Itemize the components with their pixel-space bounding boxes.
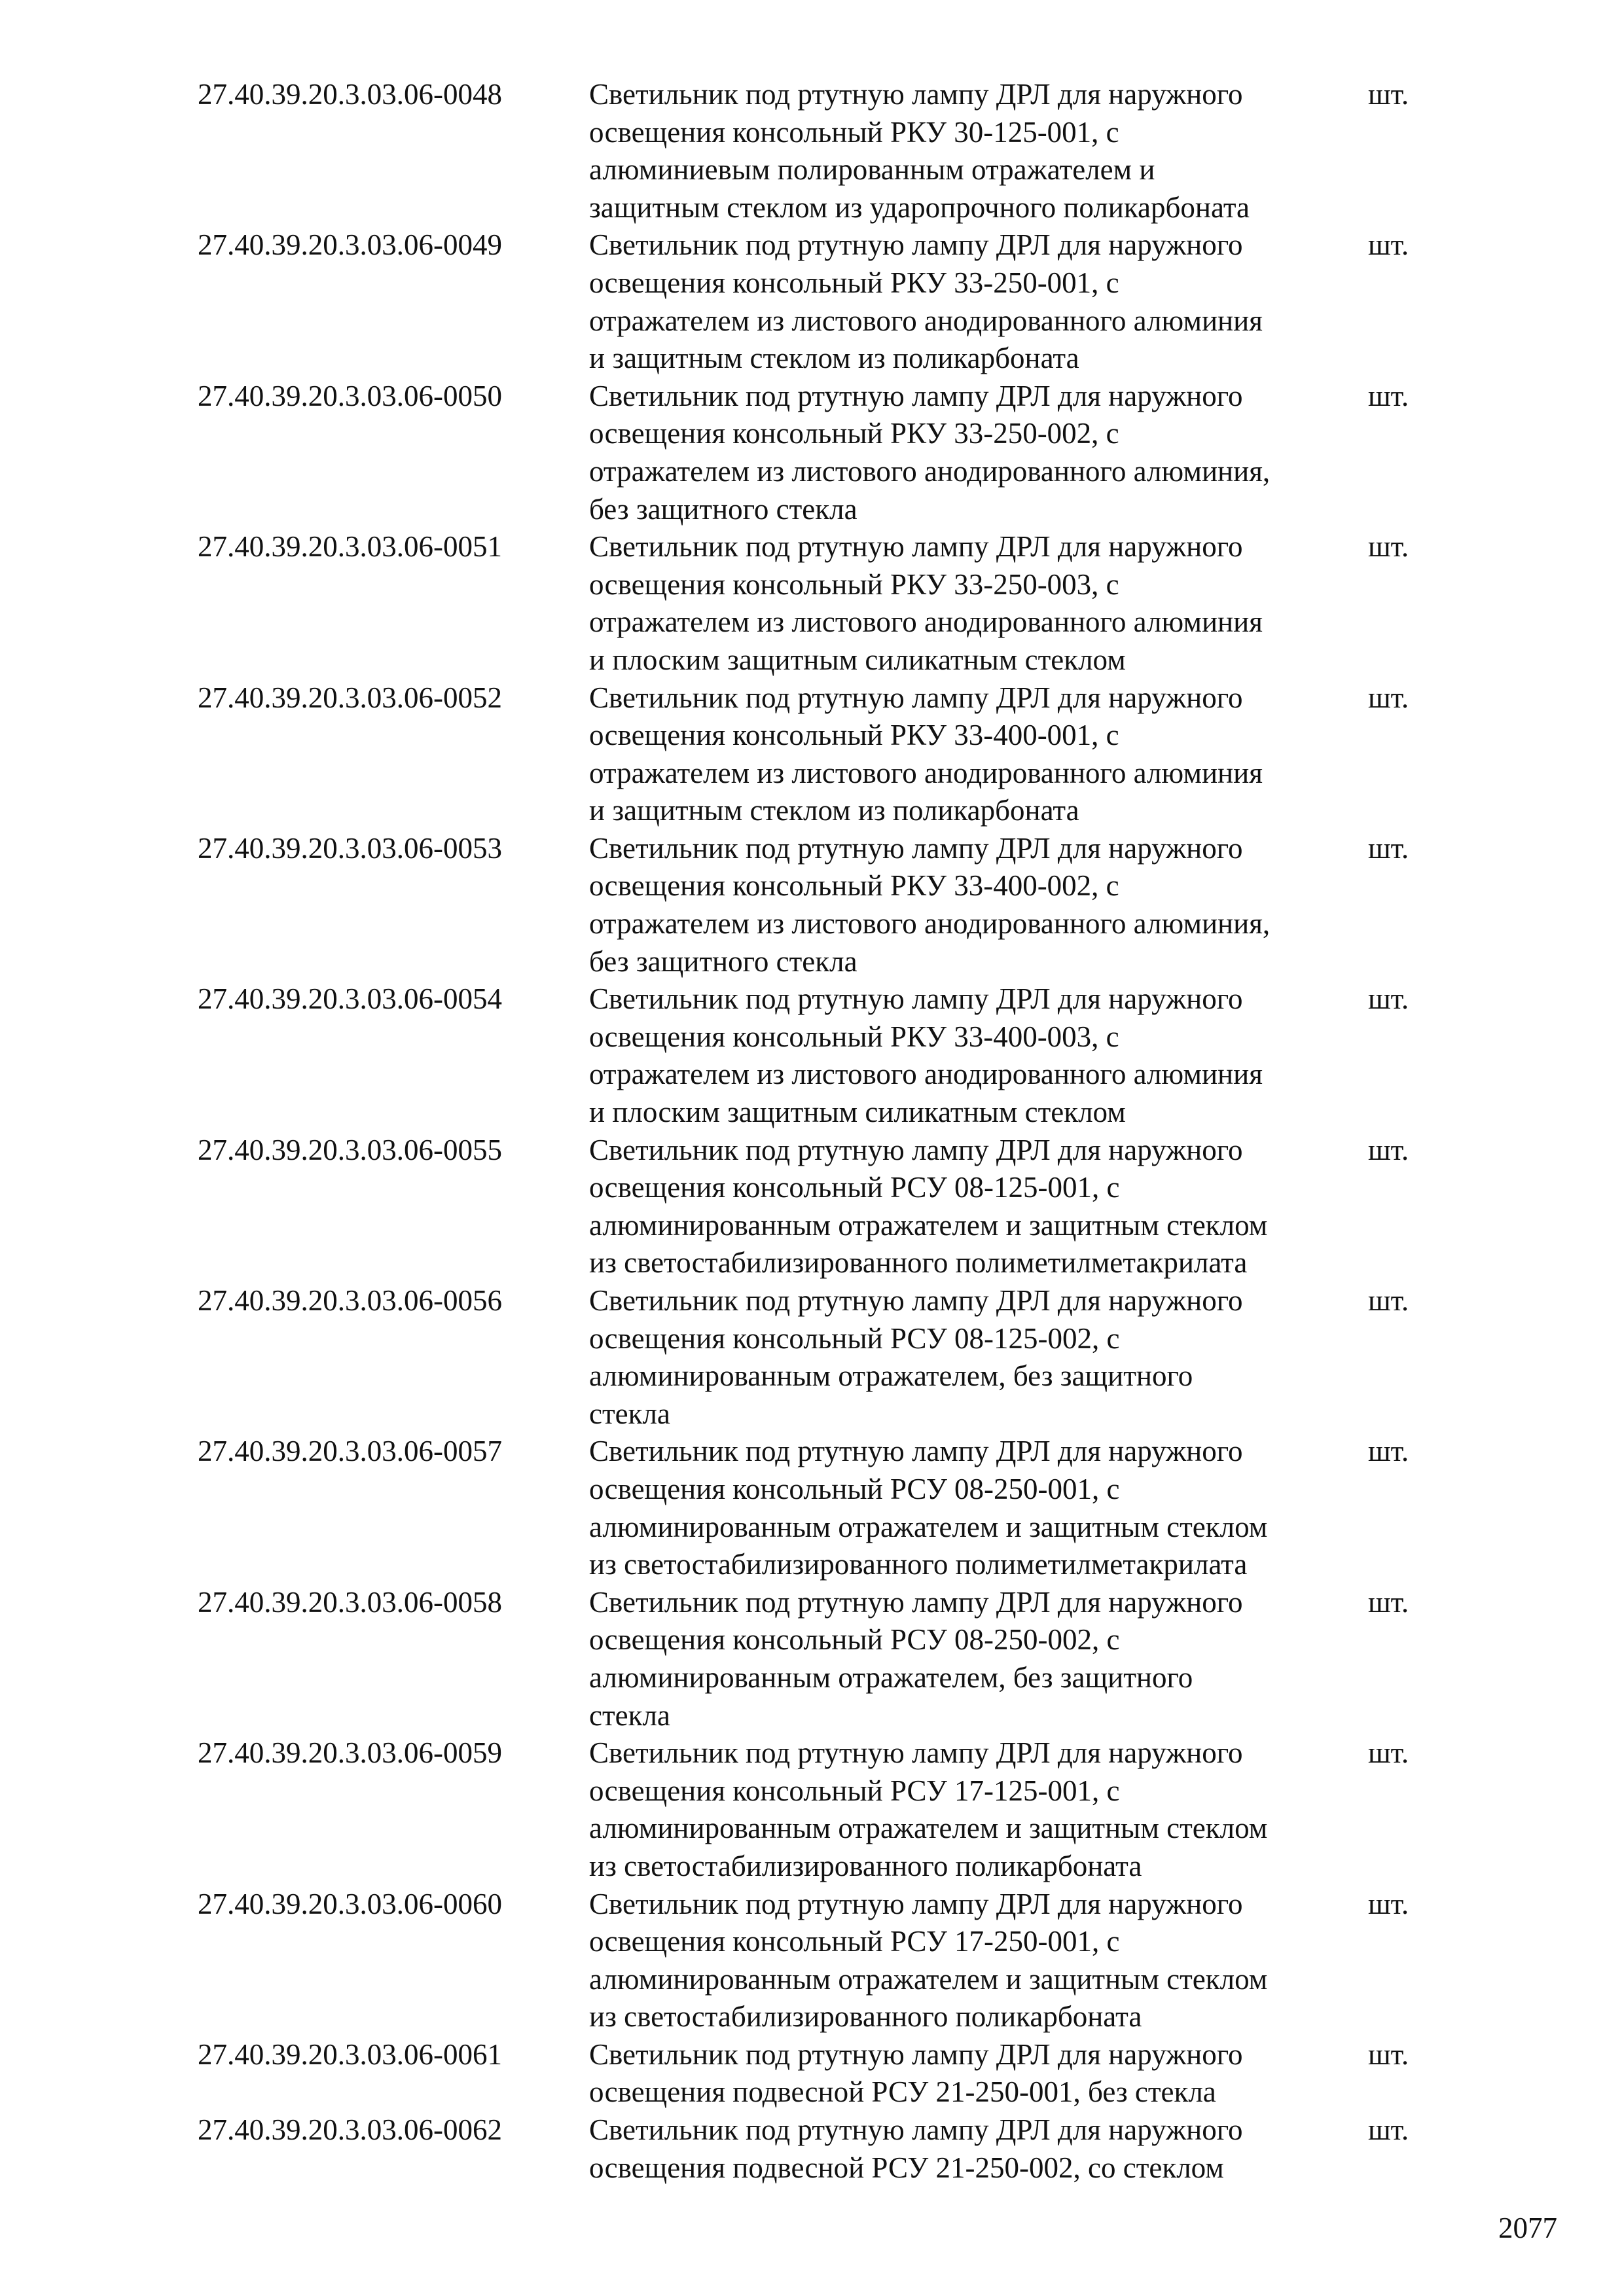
description-line: Светильник под ртутную лампу ДРЛ для наружного (589, 379, 1243, 412)
description-line: Светильник под ртутную лампу ДРЛ для наружного (589, 681, 1243, 714)
description-line: алюминированным отражателем, без защитного (589, 1660, 1193, 1694)
description-line: алюминированным отражателем и защитным стеклом (589, 1208, 1268, 1242)
resource-code: 27.40.39.20.3.03.06-0056 (198, 1284, 502, 1317)
description-line: из светостабилизированного полиметилметакрилата (589, 1548, 1248, 1581)
resource-description (589, 980, 1368, 1131)
table-row (198, 980, 1441, 1131)
table-row (198, 679, 1441, 830)
description-line: и защитным стеклом из поликарбоната (589, 342, 1079, 375)
description-line: освещения консольный РКУ 33-250-002, с (589, 417, 1119, 450)
description-line: освещения консольный РКУ 33-400-003, с (589, 1020, 1119, 1053)
resource-code: 27.40.39.20.3.03.06-0050 (198, 379, 502, 412)
resource-code: 27.40.39.20.3.03.06-0057 (198, 1435, 502, 1468)
resource-description (589, 2111, 1368, 2187)
description-line: без защитного стекла (589, 944, 857, 978)
description-line: из светостабилизированного поликарбоната (589, 1849, 1142, 1882)
description-line: стекла (589, 1397, 670, 1430)
description-line: Светильник под ртутную лампу ДРЛ для наружного (589, 78, 1243, 111)
table-row (198, 1433, 1441, 1583)
resource-code: 27.40.39.20.3.03.06-0060 (198, 1887, 502, 1920)
table-row (198, 1132, 1441, 1282)
description-line: Светильник под ртутную лампу ДРЛ для наружного (589, 1585, 1243, 1619)
resource-description (589, 1734, 1368, 1885)
description-line: освещения консольный РСУ 17-125-001, с (589, 1774, 1120, 1807)
description-line: Светильник под ртутную лампу ДРЛ для наружного (589, 2037, 1243, 2071)
resource-code: 27.40.39.20.3.03.06-0059 (198, 1736, 502, 1770)
unit-of-measure: шт. (1368, 1585, 1409, 1619)
table-row (198, 2111, 1441, 2187)
description-line: освещения подвесной РСУ 21-250-001, без стекла (589, 2075, 1216, 2109)
unit-of-measure: шт. (1368, 1736, 1409, 1770)
description-line: освещения консольный РСУ 08-250-001, с (589, 1472, 1120, 1505)
unit-of-measure: шт. (1368, 2037, 1409, 2071)
description-line: освещения подвесной РСУ 21-250-002, со стеклом (589, 2151, 1224, 2184)
resource-code: 27.40.39.20.3.03.06-0062 (198, 2113, 502, 2147)
description-line: отражателем из листового анодированного алюминия (589, 756, 1263, 789)
table-row (198, 76, 1441, 226)
description-line: из светостабилизированного поликарбоната (589, 2000, 1142, 2034)
description-line: Светильник под ртутную лампу ДРЛ для наружного (589, 228, 1243, 262)
unit-of-measure: шт. (1368, 1887, 1409, 1920)
description-line: и плоским защитным силикатным стеклом (589, 643, 1126, 676)
description-line: Светильник под ртутную лампу ДРЛ для наружного (589, 1887, 1243, 1920)
table-row (198, 1282, 1441, 1433)
resource-description (589, 2036, 1368, 2111)
unit-of-measure: шт. (1368, 982, 1409, 1016)
description-line: освещения консольный РСУ 08-125-002, с (589, 1321, 1120, 1355)
table-row (198, 1584, 1441, 1734)
table-row (198, 830, 1441, 980)
description-line: отражателем из листового анодированного алюминия (589, 605, 1263, 639)
description-line: Светильник под ртутную лампу ДРЛ для наружного (589, 1133, 1243, 1166)
unit-of-measure: шт. (1368, 2113, 1409, 2147)
unit-of-measure: шт. (1368, 530, 1409, 564)
description-line: отражателем из листового анодированного алюминия (589, 1058, 1263, 1091)
page-number: 2077 (1498, 2212, 1557, 2244)
description-line: освещения консольный РСУ 08-250-002, с (589, 1623, 1120, 1657)
unit-of-measure: шт. (1368, 379, 1409, 412)
description-line: освещения консольный РКУ 33-400-002, с (589, 869, 1119, 903)
classifier-table (198, 76, 1441, 2187)
description-line: защитным стеклом из ударопрочного поликарбоната (589, 190, 1250, 224)
table-row (198, 528, 1441, 679)
table-row (198, 378, 1441, 528)
unit-of-measure: шт. (1368, 78, 1409, 111)
description-line: Светильник под ртутную лампу ДРЛ для наружного (589, 982, 1243, 1016)
resource-description (589, 830, 1368, 980)
resource-code: 27.40.39.20.3.03.06-0053 (198, 831, 502, 865)
table-row (198, 1886, 1441, 2036)
resource-code: 27.40.39.20.3.03.06-0055 (198, 1133, 502, 1166)
description-line: Светильник под ртутную лампу ДРЛ для наружного (589, 2113, 1243, 2147)
description-line: стекла (589, 1698, 670, 1732)
resource-description (589, 1886, 1368, 2036)
resource-description (589, 76, 1368, 226)
resource-description (589, 226, 1368, 377)
unit-of-measure: шт. (1368, 1133, 1409, 1166)
table-row (198, 2036, 1441, 2111)
resource-description (589, 1584, 1368, 1734)
resource-code: 27.40.39.20.3.03.06-0058 (198, 1585, 502, 1619)
resource-code: 27.40.39.20.3.03.06-0052 (198, 681, 502, 714)
description-line: и защитным стеклом из поликарбоната (589, 794, 1079, 827)
description-line: и плоским защитным силикатным стеклом (589, 1096, 1126, 1129)
description-line: отражателем из листового анодированного алюминия, (589, 907, 1271, 941)
description-line: без защитного стекла (589, 492, 857, 526)
resource-code: 27.40.39.20.3.03.06-0054 (198, 982, 502, 1016)
unit-of-measure: шт. (1368, 681, 1409, 714)
description-line: освещения консольный РСУ 17-250-001, с (589, 1925, 1120, 1958)
resource-code: 27.40.39.20.3.03.06-0049 (198, 228, 502, 262)
resource-description (589, 679, 1368, 830)
description-line: Светильник под ртутную лампу ДРЛ для наружного (589, 530, 1243, 564)
resource-description (589, 528, 1368, 679)
description-line: отражателем из листового анодированного алюминия (589, 304, 1263, 337)
unit-of-measure: шт. (1368, 831, 1409, 865)
unit-of-measure: шт. (1368, 228, 1409, 262)
resource-code: 27.40.39.20.3.03.06-0051 (198, 530, 502, 564)
resource-code: 27.40.39.20.3.03.06-0048 (198, 78, 502, 111)
description-line: алюминиевым полированным отражателем и (589, 153, 1155, 187)
description-line: алюминированным отражателем и защитным стеклом (589, 1962, 1268, 1996)
description-line: алюминированным отражателем и защитным стеклом (589, 1812, 1268, 1845)
description-line: из светостабилизированного полиметилметакрилата (589, 1246, 1248, 1280)
table-row (198, 1734, 1441, 1885)
description-line: освещения консольный РСУ 08-125-001, с (589, 1171, 1120, 1204)
description-line: Светильник под ртутную лампу ДРЛ для наружного (589, 831, 1243, 865)
resource-description (589, 1282, 1368, 1433)
description-line: Светильник под ртутную лампу ДРЛ для наружного (589, 1284, 1243, 1317)
description-line: освещения консольный РКУ 33-250-003, с (589, 567, 1119, 601)
description-line: отражателем из листового анодированного алюминия, (589, 454, 1271, 488)
unit-of-measure: шт. (1368, 1435, 1409, 1468)
description-line: освещения консольный РКУ 30-125-001, с (589, 115, 1119, 149)
description-line: Светильник под ртутную лампу ДРЛ для наружного (589, 1736, 1243, 1770)
resource-code: 27.40.39.20.3.03.06-0061 (198, 2037, 502, 2071)
description-line: освещения консольный РКУ 33-250-001, с (589, 266, 1119, 299)
resource-description (589, 1433, 1368, 1583)
description-line: алюминированным отражателем, без защитного (589, 1359, 1193, 1393)
description-line: освещения консольный РКУ 33-400-001, с (589, 719, 1119, 752)
description-line: Светильник под ртутную лампу ДРЛ для наружного (589, 1435, 1243, 1468)
resource-description (589, 378, 1368, 528)
table-row (198, 226, 1441, 377)
resource-description (589, 1132, 1368, 1282)
unit-of-measure: шт. (1368, 1284, 1409, 1317)
description-line: алюминированным отражателем и защитным стеклом (589, 1510, 1268, 1543)
